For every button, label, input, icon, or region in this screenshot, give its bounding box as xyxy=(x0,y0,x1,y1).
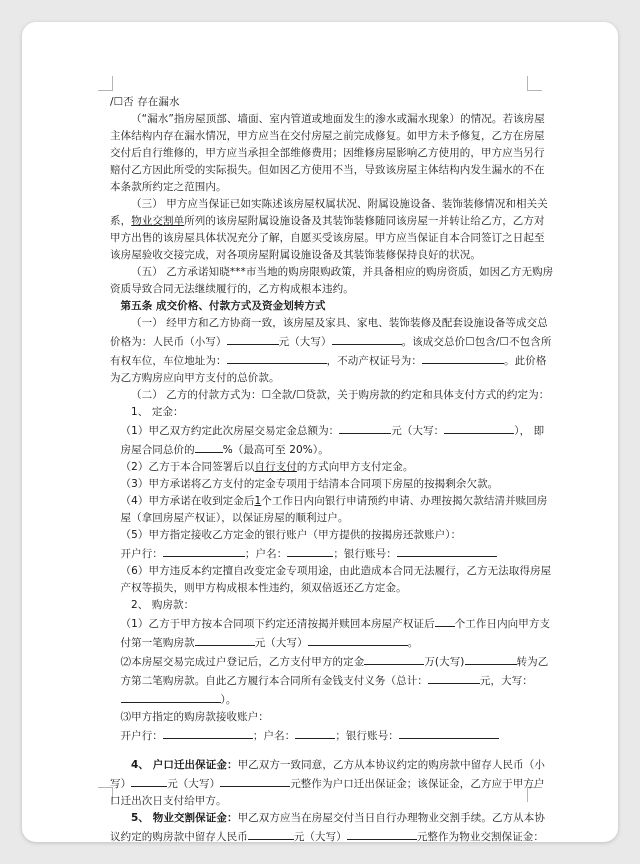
paragraph: （1）甲乙双方约定此次房屋交易定金总额为： 元（大写： ）， 即房屋合同总价的 %（最高可至 20%）。 xyxy=(110,421,554,459)
section-label: 2、 购房款： xyxy=(131,599,195,611)
paragraph: （二） 乙方的付款方式为：☐全款/☐贷款，关于购房款的约定和具体支付方式的约定为： xyxy=(131,389,550,401)
paragraph: （三） 甲方应当保证已如实陈述该房屋权属状况、附属设施设备、装饰装修情况和相关关系，物业交割单所列的该房屋附属设施设备及其装饰装修随同该房屋一并转让给乙方，乙方对甲方出售的该房屋具体状况充分了解，自愿买受该房屋。甲方应当保证自本合同签订之日起至该房屋验收交接完成，对各项房屋附属设施设备及其装饰装修保持良好的状况。 xyxy=(110,198,548,261)
paragraph: （4）甲方承诺在收到定金后1个工作日内向银行申请预约申请、办理按揭欠款结清并赎回房屋（拿回房屋产权证），以保证房屋的顺利过户。 xyxy=(120,495,548,524)
page-corner-mark xyxy=(98,76,113,91)
paragraph: ⑵本房屋交易完成过户登记后，乙方支付甲方的定金 万(大写) 转为乙方第二笔购房款。自此乙方履行本合同所有金钱支付义务（总计： 元，大写：）。 xyxy=(110,652,554,709)
article-heading: 第五条 成交价格、付款方式及资金划转方式 xyxy=(120,300,326,312)
paragraph: 4、 户口迁出保证金：甲乙双方一致同意，乙方从本协议约定的购房款中留存人民币（小写） 元（大写） 元整作为户口迁出保证金；该保证金，乙方应于甲方户口迁出次日支付给甲方。 xyxy=(110,759,545,807)
paragraph: （五） 乙方承诺知晓***市当地的购房限购政策，并具备相应的购房资质，如因乙方无购房资质导致合同无法继续履行的，乙方构成根本违约。 xyxy=(110,266,554,295)
account-line: 开户行： ；户名： ；银行账号： xyxy=(110,544,554,563)
paragraph: ⑶甲方指定的购房款接收账户： xyxy=(120,711,269,723)
document-body xyxy=(110,94,554,846)
paragraph: （“漏水”指房屋顶部、墙面、室内管道或地面发生的渗水或漏水现象）的情况。若该房屋主体结构内存在漏水情况，甲方应当在交付房屋之前完成修复。如甲方未予修复，乙方在房屋交付后自行维修的，甲方应当承担全部维修费用；因维修房屋影响乙方使用的，甲方应当另行赔付乙方因此所受的实际损失。但如因乙方使用不当，导致该房屋主体结构内发生漏水的不在本条款所约定之范围内。 xyxy=(110,113,545,193)
paragraph: （2）乙方于本合同签署后以自行支付的方式向甲方支付定金。 xyxy=(120,461,414,473)
paragraph: （6）甲方违反本约定擅自改变定金专项用途，由此造成本合同无法履行，乙方无法取得房屋产权等损失，则甲方构成根本性违约，须双倍返还乙方定金。 xyxy=(120,565,552,594)
document-page xyxy=(22,22,618,842)
section-label: 1、 定金： xyxy=(131,406,184,418)
paragraph: 5、 物业交割保证金：甲乙双方应当在房屋交付当日自行办理物业交割手续。乙方从本协议约定的购房款中留存人民币 元（大写） 元整作为物业交割保证金： xyxy=(110,812,545,843)
paragraph: （一） 经甲方和乙方协商一致，该房屋及家具、家电、装饰装修及配套设施设备等成交总价格为：人民币（小写） 元（大写） 。该成交总价☐包含/☐不包含所有权车位，车位地址为： ，不动产权证号为： 。此价格为乙方购房应向甲方支付的总价款。 xyxy=(110,317,552,384)
paragraph: /☐否 存在漏水 xyxy=(110,96,180,108)
paragraph: （3）甲方承诺将乙方支付的定金专项用于结清本合同项下房屋的按揭剩余欠款。 xyxy=(120,478,499,490)
paragraph: （5）甲方指定接收乙方定金的银行账户（甲方提供的按揭房还款账户）： xyxy=(120,529,462,541)
paragraph: （1）乙方于甲方按本合同项下约定还清按揭并赎回本房屋产权证后 个工作日内向甲方支付第一笔购房款 元（大写） 。 xyxy=(110,614,554,652)
account-line: 开户行： ；户名： ；银行账号： xyxy=(110,726,554,745)
page-corner-mark xyxy=(527,76,542,91)
